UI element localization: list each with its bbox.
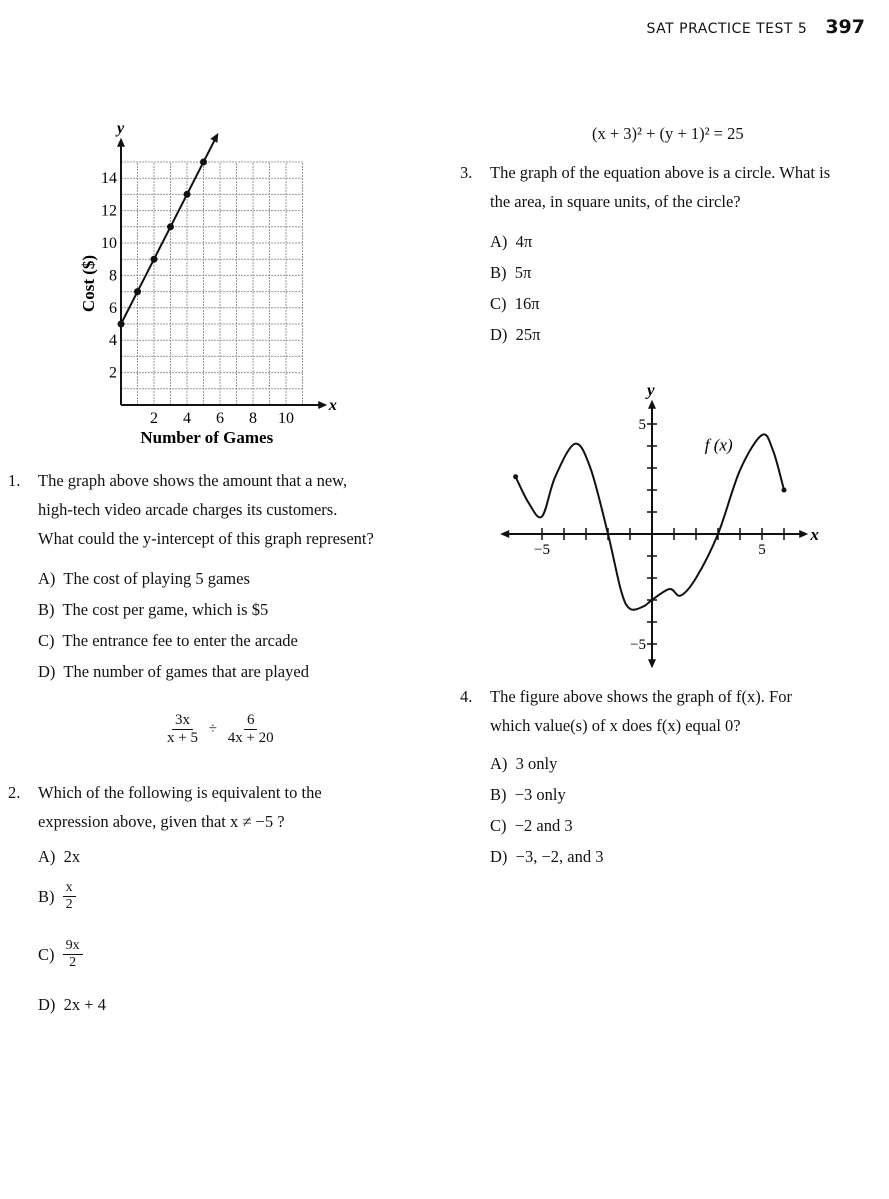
page-number: 397 — [825, 16, 865, 38]
question-text: Which of the following is equivalent to the — [38, 783, 322, 802]
data-point — [184, 191, 191, 198]
choice-c[interactable]: C) $\frac{9x}{2}$ — [38, 938, 87, 971]
data-point — [118, 321, 125, 328]
choice-d[interactable]: D) 25π — [490, 325, 541, 344]
data-point — [200, 159, 207, 166]
function-graph — [500, 381, 819, 669]
data-point — [134, 288, 141, 295]
y-arrow-icon — [117, 138, 125, 147]
question-1 — [8, 466, 438, 687]
data-point — [151, 256, 158, 263]
choice-c[interactable]: C) −2 and 3 — [490, 816, 573, 835]
y-tick-label: 5 — [638, 417, 646, 433]
choice-b[interactable]: B) 5π — [490, 263, 532, 282]
section-title: SAT PRACTICE TEST 5 — [646, 21, 808, 37]
x-tick-label: 5 — [758, 542, 766, 558]
x-axis-letter: x — [810, 525, 819, 544]
question-number: 2. — [8, 783, 21, 802]
choice-b[interactable]: B) The cost per game, which is $5 — [38, 600, 269, 619]
question-text: expression above, given that x ≠ −5 ? — [38, 812, 285, 831]
question-text: The graph above shows the amount that a new, — [38, 471, 348, 490]
choice-c[interactable]: C) 16π — [490, 294, 540, 313]
cost-graph — [79, 120, 337, 447]
y-tick-label: 8 — [109, 267, 117, 285]
x-axis-title: Number of Games — [140, 428, 274, 447]
question-text: What could the y-intercept of this graph represent? — [38, 529, 374, 548]
y-tick-label: 4 — [109, 332, 117, 350]
question-number: 1. — [8, 471, 21, 490]
x-arrow-icon — [318, 401, 327, 409]
x-tick-label: 10 — [278, 410, 294, 427]
y-tick-label: 10 — [101, 235, 117, 252]
x-tick-label: −5 — [534, 542, 550, 558]
question-text: high-tech video arcade charges its customers. — [38, 500, 338, 519]
question-number: 3. — [460, 163, 473, 182]
choice-a[interactable]: A) The cost of playing 5 games — [38, 569, 250, 588]
question-4 — [460, 682, 880, 872]
question-2 — [8, 778, 438, 836]
expression: $\frac{3x}{x + 5}$ ÷ $\frac{6}{4x + 20}$ — [167, 712, 274, 746]
function-curve — [516, 434, 784, 609]
question-number: 4. — [460, 687, 473, 706]
endpoint — [782, 488, 787, 493]
choice-a[interactable]: A) 2x — [38, 847, 81, 866]
data-point — [167, 223, 174, 230]
x-tick-label: 2 — [150, 410, 158, 427]
choice-c[interactable]: C) The entrance fee to enter the arcade — [38, 631, 298, 650]
question-text: The graph of the equation above is a circle. What is — [490, 163, 831, 182]
y-tick-label: 12 — [101, 202, 117, 220]
y-axis-title: Cost ($) — [79, 254, 98, 313]
choice-d[interactable]: D) −3, −2, and 3 — [490, 847, 604, 866]
y-tick-label: 2 — [109, 364, 117, 382]
y-tick-label: 6 — [109, 299, 117, 317]
y-axis-letter: y — [117, 120, 125, 138]
choice-a[interactable]: A) 4π — [490, 232, 533, 251]
x-tick-label: 4 — [183, 410, 191, 427]
choice-d[interactable]: D) 2x + 4 — [38, 995, 106, 1014]
x-tick-label: 8 — [249, 410, 257, 427]
choice-b[interactable]: B) $\frac{x}{2}$ — [38, 880, 80, 913]
y-tick-label: 14 — [101, 170, 117, 188]
x-axis-letter: x — [328, 397, 337, 414]
y-axis-letter: y — [647, 380, 655, 400]
circle-equation: (x + 3)² + (y + 1)² = 25 — [592, 124, 744, 143]
endpoint — [513, 474, 518, 479]
function-label: f (x) — [704, 435, 733, 455]
y-tick-label: −5 — [630, 637, 646, 653]
x-tick-label: 6 — [216, 410, 224, 427]
question-text: the area, in square units, of the circle? — [490, 192, 741, 211]
choice-d[interactable]: D) The number of games that are played — [38, 662, 309, 681]
question-text: The figure above shows the graph of f(x). For — [490, 687, 792, 706]
choice-b[interactable]: B) −3 only — [490, 785, 566, 804]
choice-a[interactable]: A) 3 only — [490, 754, 558, 773]
question-3 — [460, 158, 880, 350]
question-text: which value(s) of x does f(x) equal 0? — [490, 716, 741, 735]
